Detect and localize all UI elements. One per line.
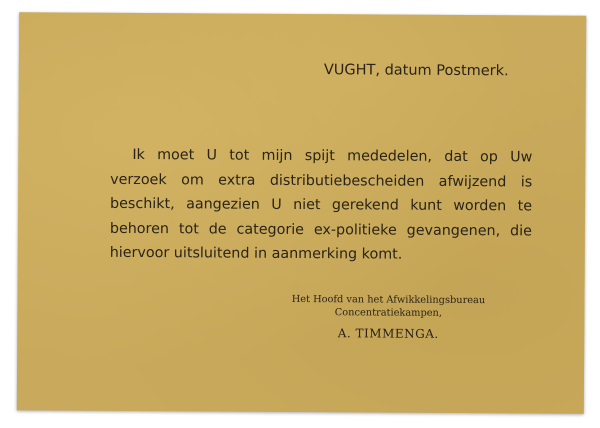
signature-title-line: Concentratiekampen, [334,307,443,319]
signature-title-line: Het Hoofd van het Afwikkelingsbureau [291,293,486,307]
body-line: verzoek om extra distributiebescheiden afwijzend is [110,171,533,191]
body-line: hiervoor uitsluitend in aanmerking komt. [109,245,403,263]
letter-body [110,143,533,269]
signature-name: A. TIMMENGA. [337,326,439,341]
signature-block [272,293,504,341]
body-line: behoren tot de categorie ex-politieke gevangenen, die [109,220,532,240]
postcard [17,12,586,413]
dateline: VUGHT, datum Postmerk. [323,62,509,80]
body-line: Ik moet U tot mijn spijt mededelen, dat op Uw [132,146,533,166]
body-line: beschikt, aangezien U niet gerekend kunt worden te [110,196,533,215]
